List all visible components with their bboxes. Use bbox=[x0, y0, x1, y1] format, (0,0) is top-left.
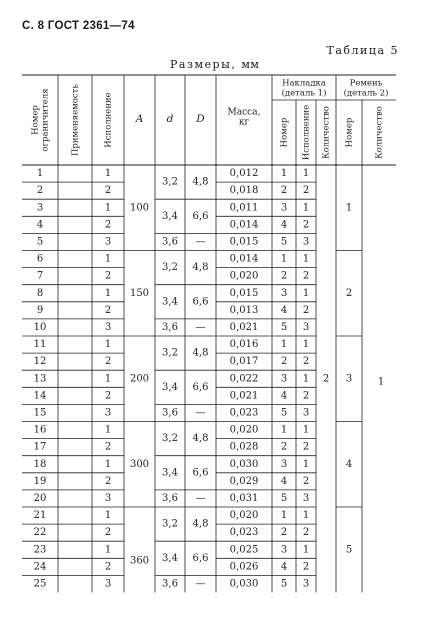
cell-massa: 0,029 bbox=[229, 475, 259, 487]
page-header: С. 8 ГОСТ 2361—74 bbox=[22, 20, 135, 32]
cell-nomer: 1 bbox=[36, 168, 44, 180]
cell-nomer: 24 bbox=[33, 561, 47, 573]
cell-D: 6,6 bbox=[192, 296, 209, 308]
cell-D: — bbox=[195, 236, 206, 248]
cell-nakladka-ispolnenie: 1 bbox=[302, 253, 310, 265]
cell-massa: 0,017 bbox=[229, 356, 259, 368]
col-header-remen-kolichestvo: Количество bbox=[374, 106, 385, 159]
cell-nakladka-nomer: 1 bbox=[280, 168, 288, 180]
cell-ispolnenie: 1 bbox=[104, 510, 112, 522]
cell-ispolnenie: 2 bbox=[104, 475, 112, 487]
table-label: Таблица 5 bbox=[326, 44, 399, 57]
cell-nakladka-nomer: 4 bbox=[280, 304, 288, 316]
cell-ispolnenie: 2 bbox=[104, 441, 112, 453]
cell-d: 3,6 bbox=[162, 321, 178, 333]
cell-D: 4,8 bbox=[192, 176, 209, 188]
cell-nakladka-nomer: 4 bbox=[280, 561, 288, 573]
cell-nakladka-nomer: 3 bbox=[280, 544, 288, 556]
cell-d: 3,6 bbox=[162, 407, 178, 419]
cell-massa: 0,012 bbox=[229, 168, 259, 180]
cell-nomer: 5 bbox=[36, 236, 44, 248]
cell-massa: 0,022 bbox=[229, 373, 259, 385]
cell-d: 3,4 bbox=[162, 381, 178, 393]
cell-D: 6,6 bbox=[192, 210, 209, 222]
cell-ispolnenie: 2 bbox=[104, 270, 112, 282]
cell-ispolnenie: 2 bbox=[104, 390, 112, 402]
cell-nakladka-nomer: 3 bbox=[280, 458, 288, 470]
cell-nakladka-nomer: 4 bbox=[280, 390, 288, 402]
cell-nomer: 13 bbox=[33, 373, 47, 385]
cell-d: 3,2 bbox=[162, 176, 178, 188]
cell-d: 3,4 bbox=[162, 210, 178, 222]
cell-ispolnenie: 2 bbox=[104, 185, 112, 197]
cell-ispolnenie: 3 bbox=[104, 407, 112, 419]
cell-ispolnenie: 1 bbox=[104, 424, 112, 436]
col-header-massa: Масса, кг bbox=[227, 107, 261, 128]
col-header-remen: Ремень (деталь 2) bbox=[343, 78, 389, 99]
cell-ispolnenie: 2 bbox=[104, 527, 112, 539]
cell-ispolnenie: 2 bbox=[104, 219, 112, 231]
cell-ispolnenie: 3 bbox=[104, 492, 112, 504]
cell-nakladka-nomer: 4 bbox=[280, 475, 288, 487]
cell-nakladka-ispolnenie: 1 bbox=[302, 339, 310, 351]
cell-nakladka-nomer: 5 bbox=[280, 321, 288, 333]
cell-nomer: 10 bbox=[33, 321, 47, 333]
cell-massa: 0,020 bbox=[229, 510, 259, 522]
cell-massa: 0,023 bbox=[229, 527, 259, 539]
cell-nakladka-nomer: 5 bbox=[280, 407, 288, 419]
cell-nomer: 8 bbox=[36, 287, 44, 299]
cell-massa: 0,026 bbox=[229, 561, 259, 573]
cell-nomer: 17 bbox=[33, 441, 47, 453]
cell-nakladka-nomer: 5 bbox=[280, 236, 288, 248]
cell-ispolnenie: 2 bbox=[104, 561, 112, 573]
cell-massa: 0,016 bbox=[229, 339, 259, 351]
col-header-nakladka: Накладка (деталь 1) bbox=[281, 78, 327, 99]
cell-nomer: 19 bbox=[33, 475, 47, 487]
cell-nakladka-ispolnenie: 3 bbox=[302, 321, 310, 333]
cell-nakladka-nomer: 3 bbox=[280, 202, 288, 214]
cell-nakladka-nomer: 1 bbox=[280, 339, 288, 351]
cell-nakladka-nomer: 2 bbox=[280, 441, 288, 453]
cell-ispolnenie: 1 bbox=[104, 544, 112, 556]
cell-remen-kolichestvo: 1 bbox=[377, 376, 385, 388]
cell-a: 100 bbox=[129, 202, 150, 214]
cell-nakladka-ispolnenie: 2 bbox=[302, 185, 310, 197]
cell-massa: 0,031 bbox=[229, 492, 259, 504]
cell-remen-nomer: 3 bbox=[345, 373, 353, 385]
cell-massa: 0,030 bbox=[229, 458, 259, 470]
cell-massa: 0,020 bbox=[229, 270, 259, 282]
cell-ispolnenie: 2 bbox=[104, 356, 112, 368]
cell-nomer: 11 bbox=[33, 339, 47, 351]
cell-D: 6,6 bbox=[192, 467, 209, 479]
cell-nakladka-ispolnenie: 1 bbox=[302, 458, 310, 470]
cell-nakladka-ispolnenie: 2 bbox=[302, 441, 310, 453]
cell-D: 4,8 bbox=[192, 347, 209, 359]
sizes-unit: мм bbox=[241, 58, 260, 71]
cell-nomer: 7 bbox=[36, 270, 44, 282]
cell-nakladka-ispolnenie: 3 bbox=[302, 407, 310, 419]
cell-a: 200 bbox=[129, 373, 150, 385]
cell-ispolnenie: 1 bbox=[104, 287, 112, 299]
cell-nomer: 2 bbox=[36, 185, 44, 197]
cell-nomer: 14 bbox=[33, 390, 47, 402]
cell-ispolnenie: 1 bbox=[104, 202, 112, 214]
cell-D: 4,8 bbox=[192, 433, 209, 445]
col-header-primenyaemost: Применяемость bbox=[70, 83, 81, 157]
cell-nakladka-nomer: 2 bbox=[280, 185, 288, 197]
cell-ispolnenie: 3 bbox=[104, 578, 112, 590]
cell-nomer: 23 bbox=[33, 544, 47, 556]
cell-nomer: 9 bbox=[36, 304, 44, 316]
cell-massa: 0,021 bbox=[229, 321, 259, 333]
cell-nakladka-ispolnenie: 2 bbox=[302, 356, 310, 368]
cell-ispolnenie: 2 bbox=[104, 304, 112, 316]
cell-nakladka-ispolnenie: 3 bbox=[302, 492, 310, 504]
cell-nakladka-ispolnenie: 2 bbox=[302, 561, 310, 573]
col-header-D: D bbox=[196, 113, 205, 125]
cell-D: — bbox=[195, 578, 206, 590]
col-header-d: d bbox=[166, 113, 174, 125]
cell-d: 3,2 bbox=[162, 518, 178, 530]
cell-remen-nomer: 5 bbox=[345, 544, 353, 556]
cell-massa: 0,028 bbox=[229, 441, 259, 453]
col-header-a: A bbox=[135, 113, 144, 125]
cell-massa: 0,013 bbox=[229, 304, 259, 316]
cell-D: — bbox=[195, 321, 206, 333]
cell-nomer: 4 bbox=[36, 219, 44, 231]
cell-massa: 0,025 bbox=[229, 544, 259, 556]
col-header-nakladka-ispolnenie: Исполнение bbox=[301, 104, 312, 161]
cell-D: 4,8 bbox=[192, 518, 209, 530]
cell-nakladka-ispolnenie: 1 bbox=[302, 424, 310, 436]
cell-massa: 0,018 bbox=[229, 185, 259, 197]
cell-nomer: 18 bbox=[33, 458, 47, 470]
cell-a: 360 bbox=[129, 555, 150, 567]
col-header-nakladka-kolichestvo: Количество bbox=[321, 106, 332, 159]
cell-nakladka-nomer: 3 bbox=[280, 373, 288, 385]
cell-d: 3,6 bbox=[162, 236, 178, 248]
cell-d: 3,4 bbox=[162, 467, 178, 479]
cell-nakladka-nomer: 2 bbox=[280, 527, 288, 539]
cell-d: 3,6 bbox=[162, 492, 178, 504]
cell-nakladka-ispolnenie: 2 bbox=[302, 304, 310, 316]
cell-remen-nomer: 4 bbox=[345, 458, 353, 470]
cell-nakladka-ispolnenie: 2 bbox=[302, 219, 310, 231]
cell-ispolnenie: 1 bbox=[104, 168, 112, 180]
cell-remen-nomer: 2 bbox=[345, 287, 353, 299]
cell-nakladka-ispolnenie: 1 bbox=[302, 544, 310, 556]
cell-nakladka-nomer: 2 bbox=[280, 356, 288, 368]
cell-nakladka-nomer: 5 bbox=[280, 578, 288, 590]
cell-nakladka-nomer: 4 bbox=[280, 219, 288, 231]
cell-d: 3,6 bbox=[162, 578, 178, 590]
cell-D: — bbox=[195, 492, 206, 504]
cell-nakladka-ispolnenie: 2 bbox=[302, 527, 310, 539]
cell-nakladka-nomer: 1 bbox=[280, 424, 288, 436]
cell-massa: 0,030 bbox=[229, 578, 259, 590]
cell-nomer: 12 bbox=[33, 356, 47, 368]
cell-D: 6,6 bbox=[192, 552, 209, 564]
svg-text:Номерограничителя: Номерограничителя bbox=[30, 88, 51, 152]
cell-ispolnenie: 3 bbox=[104, 321, 112, 333]
cell-nakladka-ispolnenie: 1 bbox=[302, 373, 310, 385]
cell-nakladka-ispolnenie: 2 bbox=[302, 270, 310, 282]
cell-massa: 0,014 bbox=[229, 219, 259, 231]
cell-nomer: 25 bbox=[33, 578, 47, 590]
cell-D: 4,8 bbox=[192, 262, 209, 274]
cell-nomer: 16 bbox=[33, 424, 47, 436]
cell-massa: 0,014 bbox=[229, 253, 259, 265]
cell-ispolnenie: 3 bbox=[104, 236, 112, 248]
cell-nakladka-nomer: 1 bbox=[280, 510, 288, 522]
cell-ispolnenie: 1 bbox=[104, 339, 112, 351]
cell-nomer: 21 bbox=[33, 510, 47, 522]
cell-d: 3,4 bbox=[162, 552, 178, 564]
cell-ispolnenie: 1 bbox=[104, 458, 112, 470]
cell-nakladka-ispolnenie: 1 bbox=[302, 202, 310, 214]
cell-nomer: 20 bbox=[33, 492, 47, 504]
cell-nakladka-ispolnenie: 3 bbox=[302, 236, 310, 248]
cell-d: 3,2 bbox=[162, 347, 178, 359]
cell-nomer: 3 bbox=[36, 202, 44, 214]
col-header-ispolnenie: Исполнение bbox=[103, 92, 114, 148]
cell-a: 150 bbox=[129, 287, 150, 299]
col-header-nomer bbox=[31, 88, 51, 151]
cell-remen-nomer: 1 bbox=[345, 202, 353, 214]
cell-D: 6,6 bbox=[192, 381, 209, 393]
cell-massa: 0,015 bbox=[229, 287, 259, 299]
cell-ispolnenie: 1 bbox=[104, 373, 112, 385]
cell-nakladka-ispolnenie: 1 bbox=[302, 287, 310, 299]
cell-a: 300 bbox=[129, 458, 150, 470]
cell-nomer: 15 bbox=[33, 407, 47, 419]
cell-nakladka-ispolnenie: 2 bbox=[302, 390, 310, 402]
cell-nakladka-ispolnenie: 1 bbox=[302, 168, 310, 180]
cell-nakladka-nomer: 1 bbox=[280, 253, 288, 265]
cell-massa: 0,020 bbox=[229, 424, 259, 436]
cell-nomer: 22 bbox=[33, 527, 47, 539]
cell-massa: 0,015 bbox=[229, 236, 259, 248]
cell-massa: 0,011 bbox=[229, 202, 259, 214]
cell-nakladka-nomer: 2 bbox=[280, 270, 288, 282]
cell-ispolnenie: 1 bbox=[104, 253, 112, 265]
sizes-label: Размеры, bbox=[170, 58, 237, 71]
cell-massa: 0,023 bbox=[229, 407, 259, 419]
cell-nakladka-ispolnenie: 3 bbox=[302, 578, 310, 590]
cell-nomer: 6 bbox=[36, 253, 44, 265]
cell-d: 3,2 bbox=[162, 433, 178, 445]
cell-D: — bbox=[195, 407, 206, 419]
cell-nakladka-ispolnenie: 1 bbox=[302, 510, 310, 522]
col-header-nakladka-nomer: Номер bbox=[279, 117, 290, 148]
cell-nakladka-nomer: 3 bbox=[280, 287, 288, 299]
cell-massa: 0,021 bbox=[229, 390, 259, 402]
cell-d: 3,2 bbox=[162, 262, 178, 274]
cell-nakladka-nomer: 5 bbox=[280, 492, 288, 504]
cell-nakladka-ispolnenie: 2 bbox=[302, 475, 310, 487]
cell-d: 3,4 bbox=[162, 296, 178, 308]
cell-nakladka-kolichestvo: 2 bbox=[322, 373, 330, 385]
col-header-remen-nomer: Номер bbox=[344, 117, 355, 148]
